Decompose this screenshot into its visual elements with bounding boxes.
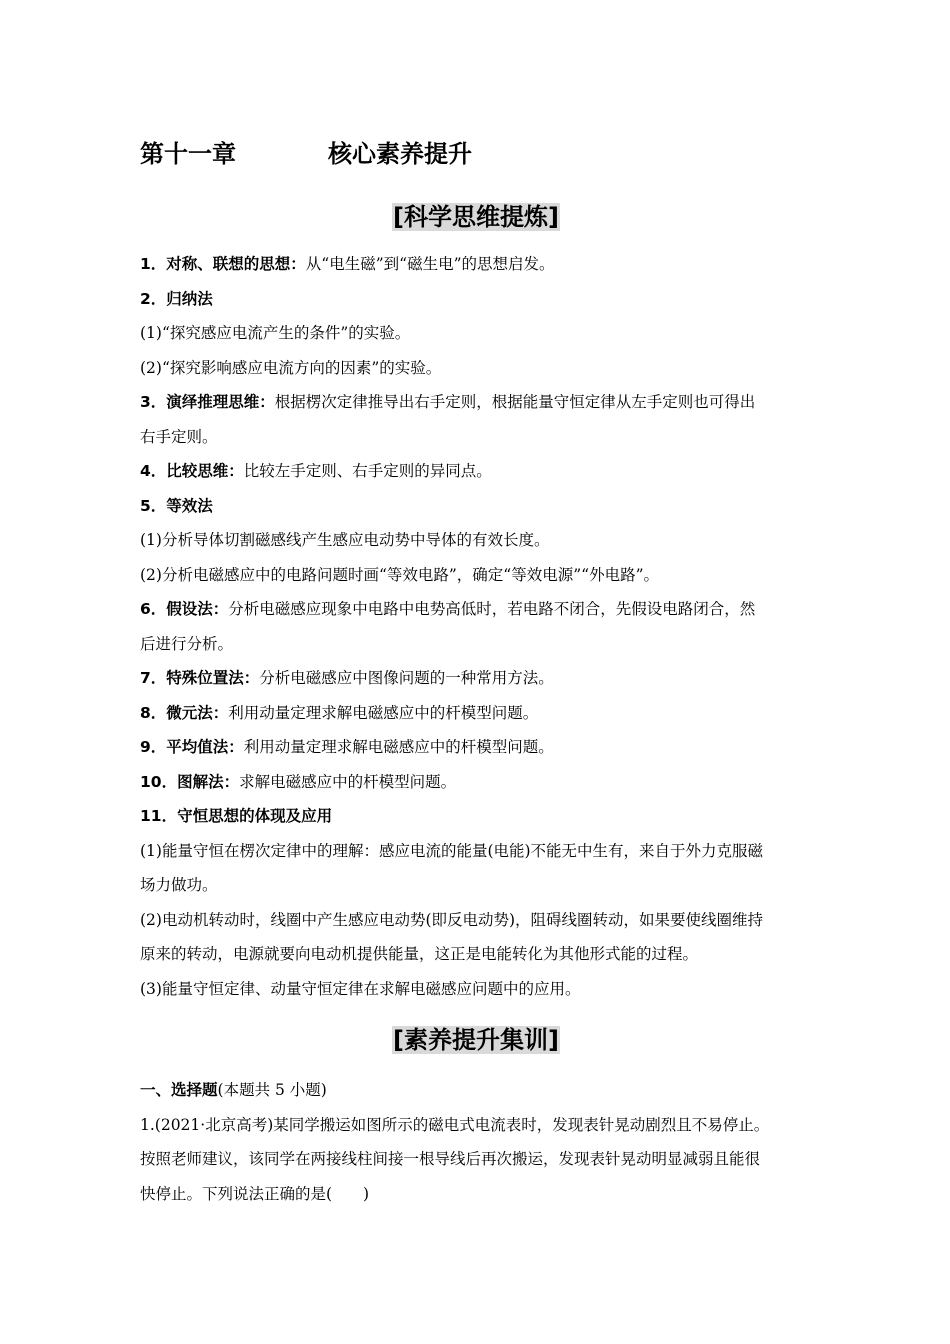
list-item: [140, 420, 812, 455]
list-item-lead: 1．对称、联想的思想：: [140, 255, 306, 273]
list-item: [140, 834, 812, 869]
list-item: [140, 972, 812, 1007]
list-item: [140, 351, 812, 386]
list-item: [140, 868, 812, 903]
question-block: [140, 1073, 812, 1211]
list-item: [140, 454, 812, 489]
list-item-text: (3)能量守恒定律、动量守恒定律在求解电磁感应问题中的应用。: [140, 979, 581, 998]
question-type-note: (本题共 5 小题): [217, 1081, 327, 1099]
list-item-lead: 7．特殊位置法：: [140, 669, 260, 687]
list-item-text: 右手定则。: [140, 427, 218, 446]
list-item-text: 后进行分析。: [140, 634, 234, 653]
section-heading-text: [科学思维提炼]: [393, 203, 559, 231]
list-item-text: 原来的转动，电源就要向电动机提供能量，这正是电能转化为其他形式能的过程。: [140, 945, 699, 963]
list-item-lead: 4．比较思维：: [140, 462, 244, 480]
list-item-text: (2)“探究影响感应电流方向的因素”的实验。: [140, 358, 442, 377]
list-item: [140, 489, 812, 524]
list-item-text: 利用动量定理求解电磁感应中的杆模型问题。: [228, 703, 539, 722]
list-item: [140, 282, 812, 317]
list-item-text: 根据楞次定律推导出右手定则，根据能量守恒定律从左手定则也可得出: [274, 393, 756, 411]
list-item-text: (1)能量守恒在楞次定律中的理解：感应电流的能量(电能)不能无中生有，来自于外力克服磁: [140, 841, 764, 860]
list-item: [140, 247, 812, 282]
list-item: [140, 385, 812, 420]
list-item-lead: 3．演绎推理思维：: [140, 393, 275, 411]
question-line: 快停止。下列说法正确的是( ): [140, 1184, 370, 1203]
list-item-text: (2)分析电磁感应中的电路问题时画“等效电路”，确定“等效电源”“外电路”。: [140, 565, 660, 584]
list-item-lead: 8．微元法：: [140, 703, 229, 722]
chapter-number: 第十一章: [140, 140, 236, 168]
list-item-text: (2)电动机转动时，线圈中产生感应电动势(即反电动势)，阻碍线圈转动，如果要使线圈维持: [140, 910, 764, 929]
list-item-text: 从“电生磁”到“磁生电”的思想启发。: [305, 255, 555, 273]
list-item-text: 利用动量定理求解电磁感应中的杆模型问题。: [243, 738, 554, 756]
list-item: [140, 558, 812, 593]
list-item-lead: 5．等效法: [140, 496, 213, 515]
list-item-text: (1)分析导体切割磁感线产生感应电动势中导体的有效长度。: [140, 531, 550, 549]
list-item: [140, 730, 812, 765]
list-item: [140, 661, 812, 696]
section-heading-thinking: [140, 197, 812, 232]
section-heading-training: [140, 1020, 812, 1055]
list-item: [140, 627, 812, 662]
list-item-text: 场力做功。: [140, 876, 218, 894]
question-type-label: 一、选择题: [140, 1081, 218, 1099]
chapter-title: 核心素养提升: [328, 140, 472, 168]
question-line: 按照老师建议，该同学在两接线柱间接一根导线后再次搬运，发现表针晃动明显减弱且能很: [140, 1150, 761, 1168]
list-item: [140, 937, 812, 972]
list-item-lead: 2．归纳法: [140, 289, 213, 308]
list-item-text: (1)“探究感应电流产生的条件”的实验。: [140, 324, 411, 342]
list-item-text: 分析电磁感应中图像问题的一种常用方法。: [259, 669, 554, 687]
list-item-lead: 10．图解法：: [140, 772, 240, 791]
list-item: [140, 903, 812, 938]
list-item: [140, 765, 812, 800]
question-line: 1.(2021·北京高考)某同学搬运如图所示的磁电式电流表时，发现表针晃动剧烈且不易停止。: [140, 1115, 770, 1134]
list-item: [140, 592, 812, 627]
list-item-lead: 9．平均值法：: [140, 738, 244, 756]
list-item-text: 分析电磁感应现象中电路中电势高低时，若电路不闭合，先假设电路闭合，然: [228, 600, 756, 618]
list-item: [140, 523, 812, 558]
list-item: [140, 799, 812, 834]
list-item-text: 求解电磁感应中的杆模型问题。: [239, 772, 457, 791]
list-item-lead: 6．假设法：: [140, 600, 229, 618]
section-heading-text: [素养提升集训]: [393, 1026, 559, 1054]
list-item: [140, 696, 812, 731]
thinking-list: [140, 247, 812, 1006]
question-type-heading: [140, 1073, 812, 1108]
chapter-heading: [140, 134, 472, 169]
list-item-lead: 11．守恒思想的体现及应用: [140, 807, 333, 825]
list-item-text: 比较左手定则、右手定则的异同点。: [243, 462, 492, 480]
list-item: [140, 316, 812, 351]
